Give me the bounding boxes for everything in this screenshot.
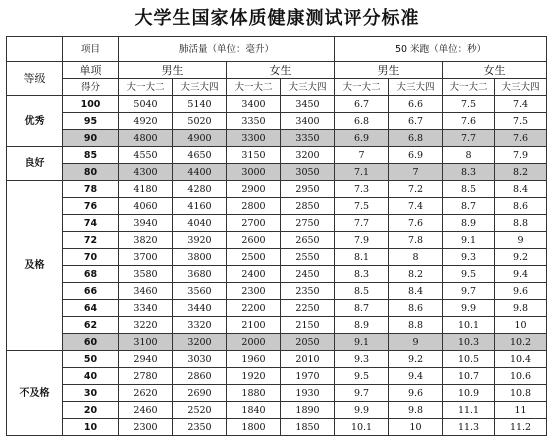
value-cell-rm34: 9.6	[389, 385, 443, 402]
value-cell-rf12: 9.3	[443, 249, 495, 266]
value-cell-rf34: 7.5	[495, 113, 547, 130]
value-cell-rm34: 9.2	[389, 351, 443, 368]
value-cell-lm12: 4550	[119, 147, 173, 164]
value-cell-rf12: 9.9	[443, 300, 495, 317]
value-cell-lf34: 2350	[281, 283, 335, 300]
table-row	[7, 351, 547, 368]
value-cell-lm34: 3920	[173, 232, 227, 249]
run-male-grade34-header: 大三大四	[389, 79, 443, 96]
value-cell-lm12: 3460	[119, 283, 173, 300]
value-cell-lm34: 4400	[173, 164, 227, 181]
value-cell-rm12: 10.1	[335, 419, 389, 436]
score-cell: 85	[63, 147, 119, 164]
score-cell: 70	[63, 249, 119, 266]
value-cell-lf34: 2010	[281, 351, 335, 368]
value-cell-rf34: 10.8	[495, 385, 547, 402]
score-cell: 40	[63, 368, 119, 385]
score-cell: 20	[63, 402, 119, 419]
value-cell-rm34: 10	[389, 419, 443, 436]
lung-male-header: 男生	[119, 62, 227, 79]
lung-male-grade12-header: 大一大二	[119, 79, 173, 96]
table-row	[7, 198, 547, 215]
value-cell-rf12: 9.1	[443, 232, 495, 249]
value-cell-rf34: 11	[495, 402, 547, 419]
value-cell-lm34: 4650	[173, 147, 227, 164]
table-row	[7, 113, 547, 130]
value-cell-rf12: 10.9	[443, 385, 495, 402]
run-50m-header: 50 米跑（单位：秒）	[335, 37, 547, 62]
value-cell-rm34: 6.9	[389, 147, 443, 164]
score-cell: 76	[63, 198, 119, 215]
value-cell-lm34: 2350	[173, 419, 227, 436]
value-cell-lm34: 3800	[173, 249, 227, 266]
value-cell-rm34: 8.6	[389, 300, 443, 317]
value-cell-rf34: 10.4	[495, 351, 547, 368]
header-row-gender	[7, 62, 547, 79]
table-row	[7, 385, 547, 402]
value-cell-lf12: 2200	[227, 300, 281, 317]
score-cell: 74	[63, 215, 119, 232]
value-cell-lf12: 3150	[227, 147, 281, 164]
table-row	[7, 300, 547, 317]
value-cell-lf34: 3450	[281, 96, 335, 113]
score-cell: 95	[63, 113, 119, 130]
lung-capacity-header: 肺活量（单位：毫升）	[119, 37, 335, 62]
value-cell-lm12: 3340	[119, 300, 173, 317]
value-cell-rf12: 9.7	[443, 283, 495, 300]
value-cell-rf12: 10.7	[443, 368, 495, 385]
value-cell-rm12: 7	[335, 147, 389, 164]
table-row	[7, 96, 547, 113]
run-female-grade34-header: 大三大四	[495, 79, 547, 96]
table-row	[7, 181, 547, 198]
lung-female-grade34-header: 大三大四	[281, 79, 335, 96]
value-cell-rm34: 7	[389, 164, 443, 181]
value-cell-lf12: 1920	[227, 368, 281, 385]
value-cell-lm12: 3580	[119, 266, 173, 283]
value-cell-lf12: 3400	[227, 96, 281, 113]
value-cell-rf12: 10.5	[443, 351, 495, 368]
value-cell-rf12: 8.9	[443, 215, 495, 232]
value-cell-lf12: 1880	[227, 385, 281, 402]
table-row	[7, 164, 547, 181]
table-row	[7, 249, 547, 266]
value-cell-lm34: 5020	[173, 113, 227, 130]
value-cell-lf12: 3350	[227, 113, 281, 130]
value-cell-rm12: 7.5	[335, 198, 389, 215]
value-cell-rm34: 6.7	[389, 113, 443, 130]
value-cell-lf12: 3000	[227, 164, 281, 181]
score-cell: 80	[63, 164, 119, 181]
value-cell-rf12: 9.5	[443, 266, 495, 283]
value-cell-rm34: 8.4	[389, 283, 443, 300]
value-cell-rf34: 8.4	[495, 181, 547, 198]
value-cell-lf12: 2800	[227, 198, 281, 215]
value-cell-rf34: 8.6	[495, 198, 547, 215]
value-cell-rm34: 6.8	[389, 130, 443, 147]
value-cell-lm34: 5140	[173, 96, 227, 113]
value-cell-lm12: 4800	[119, 130, 173, 147]
value-cell-lm12: 3820	[119, 232, 173, 249]
value-cell-lm34: 3200	[173, 334, 227, 351]
value-cell-rm34: 9.4	[389, 368, 443, 385]
value-cell-rf12: 10.1	[443, 317, 495, 334]
value-cell-lm12: 2620	[119, 385, 173, 402]
value-cell-rf12: 8	[443, 147, 495, 164]
value-cell-lm34: 2520	[173, 402, 227, 419]
score-cell: 64	[63, 300, 119, 317]
value-cell-rf12: 10.3	[443, 334, 495, 351]
value-cell-rm12: 7.1	[335, 164, 389, 181]
value-cell-lf12: 1800	[227, 419, 281, 436]
value-cell-lm12: 3700	[119, 249, 173, 266]
value-cell-rf34: 9.4	[495, 266, 547, 283]
value-cell-rf34: 10.2	[495, 334, 547, 351]
table-row	[7, 317, 547, 334]
value-cell-rf34: 8.8	[495, 215, 547, 232]
value-cell-rf34: 11.2	[495, 419, 547, 436]
value-cell-lf34: 3400	[281, 113, 335, 130]
value-cell-rf34: 7.6	[495, 130, 547, 147]
value-cell-lm12: 2780	[119, 368, 173, 385]
table-row	[7, 334, 547, 351]
value-cell-lf34: 1890	[281, 402, 335, 419]
score-cell: 62	[63, 317, 119, 334]
value-cell-lf12: 2900	[227, 181, 281, 198]
value-cell-rm34: 8	[389, 249, 443, 266]
value-cell-rm34: 9.8	[389, 402, 443, 419]
lung-female-grade12-header: 大一大二	[227, 79, 281, 96]
value-cell-rf12: 7.5	[443, 96, 495, 113]
value-cell-rf34: 9.8	[495, 300, 547, 317]
value-cell-rm12: 8.1	[335, 249, 389, 266]
table-row	[7, 147, 547, 164]
value-cell-lf34: 2650	[281, 232, 335, 249]
run-male-header: 男生	[335, 62, 443, 79]
value-cell-rf34: 10.6	[495, 368, 547, 385]
run-male-grade12-header: 大一大二	[335, 79, 389, 96]
score-cell: 10	[63, 419, 119, 436]
value-cell-rf12: 7.6	[443, 113, 495, 130]
value-cell-rf34: 9.2	[495, 249, 547, 266]
value-cell-rm34: 7.2	[389, 181, 443, 198]
score-cell: 60	[63, 334, 119, 351]
value-cell-rm12: 9.1	[335, 334, 389, 351]
value-cell-rf12: 11.3	[443, 419, 495, 436]
value-cell-lf34: 3050	[281, 164, 335, 181]
value-cell-rf34: 10	[495, 317, 547, 334]
value-cell-rm12: 8.5	[335, 283, 389, 300]
value-cell-rm12: 9.9	[335, 402, 389, 419]
value-cell-lm34: 3320	[173, 317, 227, 334]
value-cell-lf34: 2150	[281, 317, 335, 334]
table-body	[7, 96, 547, 436]
value-cell-lm12: 4300	[119, 164, 173, 181]
value-cell-lm34: 3560	[173, 283, 227, 300]
value-cell-lm34: 3030	[173, 351, 227, 368]
score-cell: 50	[63, 351, 119, 368]
value-cell-lf34: 2250	[281, 300, 335, 317]
value-cell-lm34: 4040	[173, 215, 227, 232]
value-cell-rm12: 9.5	[335, 368, 389, 385]
score-cell: 100	[63, 96, 119, 113]
lung-male-grade34-header: 大三大四	[173, 79, 227, 96]
item-header: 项目	[63, 37, 119, 62]
score-table	[6, 36, 547, 436]
value-cell-rf12: 11.1	[443, 402, 495, 419]
value-cell-lf12: 2500	[227, 249, 281, 266]
value-cell-lf34: 2750	[281, 215, 335, 232]
lung-female-header: 女生	[227, 62, 335, 79]
value-cell-rf34: 9.6	[495, 283, 547, 300]
value-cell-lm12: 2300	[119, 419, 173, 436]
value-cell-lf12: 2300	[227, 283, 281, 300]
value-cell-lf34: 1970	[281, 368, 335, 385]
value-cell-lf34: 2850	[281, 198, 335, 215]
value-cell-rm34: 7.8	[389, 232, 443, 249]
value-cell-rm34: 7.6	[389, 215, 443, 232]
value-cell-rm34: 8.8	[389, 317, 443, 334]
value-cell-lf34: 3200	[281, 147, 335, 164]
score-cell: 68	[63, 266, 119, 283]
table-row	[7, 130, 547, 147]
score-cell: 78	[63, 181, 119, 198]
level-label: 不及格	[7, 351, 63, 436]
header-row-grade	[7, 79, 547, 96]
value-cell-lf34: 2050	[281, 334, 335, 351]
value-cell-rf34: 8.2	[495, 164, 547, 181]
value-cell-lf12: 2600	[227, 232, 281, 249]
run-female-grade12-header: 大一大二	[443, 79, 495, 96]
table-row	[7, 215, 547, 232]
value-cell-lm12: 3100	[119, 334, 173, 351]
value-cell-lm12: 2460	[119, 402, 173, 419]
value-cell-rm12: 6.7	[335, 96, 389, 113]
level-label: 优秀	[7, 96, 63, 147]
table-row	[7, 266, 547, 283]
value-cell-lf34: 2950	[281, 181, 335, 198]
value-cell-rf12: 8.5	[443, 181, 495, 198]
value-cell-rm12: 9.3	[335, 351, 389, 368]
value-cell-lm12: 5040	[119, 96, 173, 113]
value-cell-rm12: 8.7	[335, 300, 389, 317]
value-cell-rm12: 7.3	[335, 181, 389, 198]
value-cell-rm12: 8.3	[335, 266, 389, 283]
value-cell-lm12: 4180	[119, 181, 173, 198]
value-cell-rf34: 7.9	[495, 147, 547, 164]
score-cell: 90	[63, 130, 119, 147]
table-row	[7, 419, 547, 436]
value-cell-lf12: 1840	[227, 402, 281, 419]
value-cell-rm12: 9.7	[335, 385, 389, 402]
value-cell-rm34: 8.2	[389, 266, 443, 283]
table-row	[7, 368, 547, 385]
value-cell-rm12: 7.9	[335, 232, 389, 249]
value-cell-lm34: 2860	[173, 368, 227, 385]
value-cell-rm34: 7.4	[389, 198, 443, 215]
value-cell-lm34: 2690	[173, 385, 227, 402]
header-row-items	[7, 37, 547, 62]
value-cell-lm12: 3220	[119, 317, 173, 334]
value-cell-lf12: 2100	[227, 317, 281, 334]
score-cell: 66	[63, 283, 119, 300]
table-row	[7, 402, 547, 419]
value-cell-lf34: 2450	[281, 266, 335, 283]
value-cell-lm34: 4280	[173, 181, 227, 198]
level-header: 等级	[7, 62, 63, 96]
value-cell-rm12: 7.7	[335, 215, 389, 232]
level-label: 良好	[7, 147, 63, 181]
page-title: 大学生国家体质健康测试评分标准	[134, 8, 420, 29]
value-cell-rf12: 7.7	[443, 130, 495, 147]
value-cell-lf34: 2550	[281, 249, 335, 266]
value-cell-rm12: 6.9	[335, 130, 389, 147]
level-header-cell	[7, 37, 63, 62]
value-cell-lm34: 4900	[173, 130, 227, 147]
value-cell-rm12: 6.8	[335, 113, 389, 130]
value-cell-lf34: 3350	[281, 130, 335, 147]
value-cell-rm12: 8.9	[335, 317, 389, 334]
value-cell-rf34: 9	[495, 232, 547, 249]
value-cell-lm12: 2940	[119, 351, 173, 368]
value-cell-rm34: 9	[389, 334, 443, 351]
value-cell-lf34: 1850	[281, 419, 335, 436]
value-cell-lm34: 3680	[173, 266, 227, 283]
table-row	[7, 283, 547, 300]
value-cell-lm34: 3440	[173, 300, 227, 317]
value-cell-rm34: 6.6	[389, 96, 443, 113]
value-cell-rf34: 7.4	[495, 96, 547, 113]
score-header: 得分	[63, 79, 119, 96]
value-cell-lf12: 2700	[227, 215, 281, 232]
value-cell-rf12: 8.3	[443, 164, 495, 181]
score-cell: 30	[63, 385, 119, 402]
unit-header: 单项	[63, 62, 119, 79]
table-row	[7, 232, 547, 249]
score-cell: 72	[63, 232, 119, 249]
value-cell-lf12: 1960	[227, 351, 281, 368]
level-label: 及格	[7, 181, 63, 351]
value-cell-rf12: 8.7	[443, 198, 495, 215]
value-cell-lf12: 3300	[227, 130, 281, 147]
value-cell-lm34: 4160	[173, 198, 227, 215]
value-cell-lm12: 4920	[119, 113, 173, 130]
value-cell-lm12: 4060	[119, 198, 173, 215]
value-cell-lf34: 1930	[281, 385, 335, 402]
value-cell-lm12: 3940	[119, 215, 173, 232]
value-cell-lf12: 2400	[227, 266, 281, 283]
value-cell-lf12: 2000	[227, 334, 281, 351]
run-female-header: 女生	[443, 62, 547, 79]
